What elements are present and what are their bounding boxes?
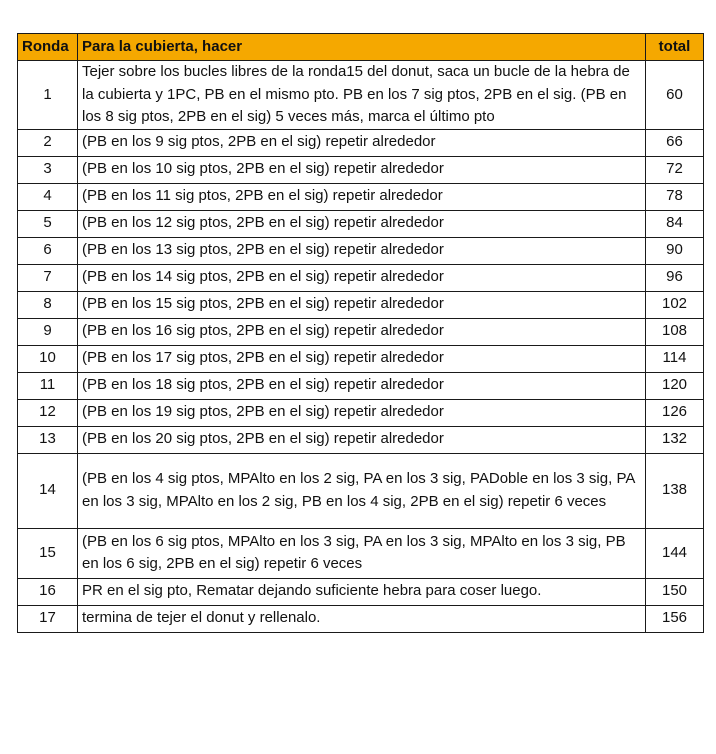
total-cell: 84 xyxy=(646,210,704,237)
ronda-cell: 12 xyxy=(18,399,78,426)
instruccion-cell: (PB en los 20 sig ptos, 2PB en el sig) repetir alrededor xyxy=(78,426,646,453)
ronda-cell: 4 xyxy=(18,183,78,210)
table-row xyxy=(18,345,704,372)
ronda-cell: 2 xyxy=(18,129,78,156)
instruccion-cell: (PB en los 12 sig ptos, 2PB en el sig) repetir alrededor xyxy=(78,210,646,237)
ronda-cell: 14 xyxy=(18,453,78,528)
table-row xyxy=(18,61,704,130)
ronda-cell: 1 xyxy=(18,61,78,130)
total-cell: 90 xyxy=(646,237,704,264)
ronda-cell: 5 xyxy=(18,210,78,237)
total-cell: 138 xyxy=(646,453,704,528)
ronda-cell: 8 xyxy=(18,291,78,318)
column-header-total: total xyxy=(646,34,704,61)
total-cell: 108 xyxy=(646,318,704,345)
table-row xyxy=(18,210,704,237)
table-row xyxy=(18,264,704,291)
ronda-cell: 11 xyxy=(18,372,78,399)
total-cell: 78 xyxy=(646,183,704,210)
table-row xyxy=(18,291,704,318)
instruccion-cell: (PB en los 14 sig ptos, 2PB en el sig) repetir alrededor xyxy=(78,264,646,291)
pattern-document xyxy=(17,33,703,633)
total-cell: 144 xyxy=(646,528,704,578)
instruccion-cell: termina de tejer el donut y rellenalo. xyxy=(78,605,646,632)
instruccion-cell: PR en el sig pto, Rematar dejando suficiente hebra para coser luego. xyxy=(78,578,646,605)
table-row xyxy=(18,156,704,183)
table-row xyxy=(18,318,704,345)
total-cell: 114 xyxy=(646,345,704,372)
table-row xyxy=(18,426,704,453)
instruccion-cell: (PB en los 13 sig ptos, 2PB en el sig) repetir alrededor xyxy=(78,237,646,264)
instruccion-cell: (PB en los 4 sig ptos, MPAlto en los 2 sig, PA en los 3 sig, PADoble en los 3 sig, PA en los 3 sig, MPAlto en los 2 sig, PB en los 4 sig, 2PB en el sig) repetir 6 veces xyxy=(78,453,646,528)
total-cell: 60 xyxy=(646,61,704,130)
instruccion-cell: (PB en los 19 sig ptos, 2PB en el sig) repetir alrededor xyxy=(78,399,646,426)
instruccion-cell: (PB en los 15 sig ptos, 2PB en el sig) repetir alrededor xyxy=(78,291,646,318)
table-row xyxy=(18,129,704,156)
table-row xyxy=(18,605,704,632)
total-cell: 120 xyxy=(646,372,704,399)
total-cell: 150 xyxy=(646,578,704,605)
total-cell: 126 xyxy=(646,399,704,426)
instruccion-cell: (PB en los 9 sig ptos, 2PB en el sig) repetir alrededor xyxy=(78,129,646,156)
ronda-cell: 16 xyxy=(18,578,78,605)
total-cell: 72 xyxy=(646,156,704,183)
table-row xyxy=(18,453,704,528)
table-header-row xyxy=(18,34,704,61)
ronda-cell: 7 xyxy=(18,264,78,291)
column-header-instruccion: Para la cubierta, hacer xyxy=(78,34,646,61)
total-cell: 132 xyxy=(646,426,704,453)
instruccion-cell: (PB en los 16 sig ptos, 2PB en el sig) repetir alrededor xyxy=(78,318,646,345)
total-cell: 156 xyxy=(646,605,704,632)
instruccion-cell: (PB en los 6 sig ptos, MPAlto en los 3 sig, PA en los 3 sig, MPAlto en los 3 sig, PB en los 6 sig, 2PB en el sig) repetir 6 veces xyxy=(78,528,646,578)
ronda-cell: 10 xyxy=(18,345,78,372)
table-row xyxy=(18,528,704,578)
ronda-cell: 3 xyxy=(18,156,78,183)
ronda-cell: 17 xyxy=(18,605,78,632)
total-cell: 66 xyxy=(646,129,704,156)
crochet-pattern-table xyxy=(17,33,704,633)
instruccion-cell: (PB en los 17 sig ptos, 2PB en el sig) repetir alrededor xyxy=(78,345,646,372)
instruccion-cell: Tejer sobre los bucles libres de la ronda15 del donut, saca un bucle de la hebra de la cubierta y 1PC, PB en el mismo pto. PB en los 7 sig ptos, 2PB en el sig. (PB en los 8 sig ptos, 2PB en el sig) 5 veces más, marca el último pto xyxy=(78,61,646,130)
total-cell: 102 xyxy=(646,291,704,318)
instruccion-cell: (PB en los 10 sig ptos, 2PB en el sig) repetir alrededor xyxy=(78,156,646,183)
column-header-ronda: Ronda xyxy=(18,34,78,61)
ronda-cell: 15 xyxy=(18,528,78,578)
instruccion-cell: (PB en los 18 sig ptos, 2PB en el sig) repetir alrededor xyxy=(78,372,646,399)
table-row xyxy=(18,578,704,605)
ronda-cell: 9 xyxy=(18,318,78,345)
table-row xyxy=(18,237,704,264)
table-row xyxy=(18,372,704,399)
ronda-cell: 13 xyxy=(18,426,78,453)
instruccion-cell: (PB en los 11 sig ptos, 2PB en el sig) repetir alrededor xyxy=(78,183,646,210)
table-row xyxy=(18,399,704,426)
ronda-cell: 6 xyxy=(18,237,78,264)
total-cell: 96 xyxy=(646,264,704,291)
table-row xyxy=(18,183,704,210)
